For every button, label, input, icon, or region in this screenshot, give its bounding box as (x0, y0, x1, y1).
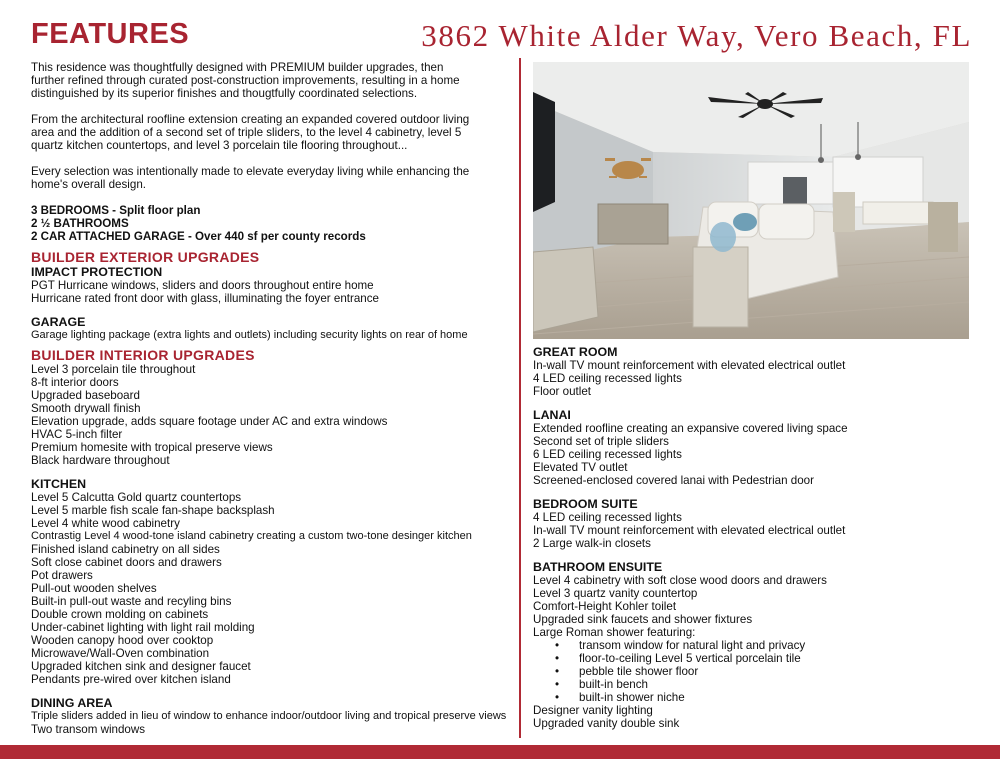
address-heading: 3862 White Alder Way, Vero Beach, FL (421, 18, 972, 53)
section-title: BUILDER EXTERIOR UPGRADES (31, 249, 260, 265)
feature-item: 4 LED ceiling recessed lights (533, 372, 682, 385)
feature-item: Extended roofline creating an expansive covered living space (533, 422, 848, 435)
feature-item: Pull-out wooden shelves (31, 582, 157, 595)
feature-item: Smooth drywall finish (31, 402, 141, 415)
left-column (31, 61, 513, 746)
dining-area-group (31, 696, 513, 736)
feature-item: Black hardware throughout (31, 454, 170, 467)
feature-item: Upgraded kitchen sink and designer faucet (31, 660, 251, 673)
shower-features-list (533, 639, 973, 704)
feature-item: Pot drawers (31, 569, 93, 582)
feature-item: Floor outlet (533, 385, 591, 398)
bullet-item: • built-in shower niche (533, 691, 973, 704)
feature-item: Second set of triple sliders (533, 435, 669, 448)
feature-item: Level 3 quartz vanity countertop (533, 587, 698, 600)
right-column (533, 345, 973, 740)
bathroom-ensuite-group (533, 560, 973, 730)
text-line: distinguished by its superior finishes and thougtfully coordinated selections. (31, 87, 418, 100)
feature-item: Level 4 white wood cabinetry (31, 517, 180, 530)
feature-item: Large Roman shower featuring: (533, 626, 696, 639)
fact-bathrooms: 2 ½ BATHROOMS (31, 217, 129, 230)
feature-item: Level 5 Calcutta Gold quartz countertops (31, 491, 242, 504)
lanai-group (533, 408, 973, 487)
text-line: This residence was thoughtfully designed with PREMIUM builder upgrades, then (31, 61, 444, 74)
text-line: further refined through curated post-construction improvements, resulting in a home (31, 74, 460, 87)
feature-item: Upgraded sink faucets and shower fixtures (533, 613, 753, 626)
feature-item: HVAC 5-inch filter (31, 428, 123, 441)
key-facts (31, 204, 513, 243)
text-line: area and the addition of a second set of triple sliders, to the level 4 cabinetry, level 5 (31, 126, 462, 139)
page-title: FEATURES (31, 18, 190, 50)
feature-item: 2 Large walk-in closets (533, 537, 651, 550)
bedroom-suite-group (533, 497, 973, 550)
feature-item: Triple sliders added in lieu of window to enhance indoor/outdoor living and tropical preserve views (31, 710, 507, 722)
feature-item: Level 5 marble fish scale fan-shape backsplash (31, 504, 275, 517)
feature-item: Built-in pull-out waste and recyling bins (31, 595, 232, 608)
feature-item: Finished island cabinetry on all sides (31, 543, 220, 556)
feature-item: Elevation upgrade, adds square footage under AC and extra windows (31, 415, 388, 428)
great-room-photo (533, 62, 969, 339)
group-title: KITCHEN (31, 477, 87, 491)
feature-item: 4 LED ceiling recessed lights (533, 511, 682, 524)
text-line: quartz kitchen countertops, and level 3 porcelain tile flooring throughout... (31, 139, 408, 152)
group-title: LANAI (533, 408, 571, 422)
feature-item: 8-ft interior doors (31, 376, 119, 389)
feature-item: In-wall TV mount reinforcement with elevated electrical outlet (533, 359, 846, 372)
feature-item: Hurricane rated front door with glass, illuminating the foyer entrance (31, 292, 379, 305)
interior-section (31, 348, 513, 736)
text-line: Every selection was intentionally made to elevate everyday living while enhancing the (31, 165, 470, 178)
group-title: GREAT ROOM (533, 345, 618, 359)
feature-item: Comfort-Height Kohler toilet (533, 600, 677, 613)
feature-item: Two transom windows (31, 723, 146, 736)
text-line: home's overall design. (31, 178, 146, 191)
garage-group (31, 315, 513, 342)
feature-item: PGT Hurricane windows, sliders and doors throughout entire home (31, 279, 374, 292)
feature-item: Contrastig Level 4 wood-tone island cabinetry creating a custom two-tone desinger kitchen (31, 530, 472, 542)
great-room-illustration (533, 62, 969, 339)
feature-item: Wooden canopy hood over cooktop (31, 634, 214, 647)
bullet-item: • pebble tile shower floor (533, 665, 973, 678)
group-title: IMPACT PROTECTION (31, 265, 163, 279)
group-title: BATHROOM ENSUITE (533, 560, 663, 574)
feature-item: Pendants pre-wired over kitchen island (31, 673, 231, 686)
feature-item: Elevated TV outlet (533, 461, 628, 474)
group-title: BEDROOM SUITE (533, 497, 638, 511)
intro-paragraph (31, 61, 513, 100)
exterior-section (31, 250, 513, 342)
bullet-item: • transom window for natural light and privacy (533, 639, 973, 652)
bullet-item: • built-in bench (533, 678, 973, 691)
feature-item: 6 LED ceiling recessed lights (533, 448, 682, 461)
feature-item: Upgraded baseboard (31, 389, 140, 402)
great-room-group (533, 345, 973, 398)
intro-paragraph (31, 165, 513, 191)
feature-item: In-wall TV mount reinforcement with elevated electrical outlet (533, 524, 846, 537)
feature-item: Soft close cabinet doors and drawers (31, 556, 222, 569)
feature-item: Premium homesite with tropical preserve views (31, 441, 273, 454)
column-divider (519, 58, 521, 738)
feature-item: Double crown molding on cabinets (31, 608, 209, 621)
feature-item: Garage lighting package (extra lights and outlets) including security lights on rear of home (31, 329, 468, 341)
intro-paragraph (31, 113, 513, 152)
group-title: DINING AREA (31, 696, 113, 710)
impact-protection-group (31, 265, 513, 305)
feature-item: Level 3 porcelain tile throughout (31, 363, 196, 376)
footer-bar (0, 745, 1000, 759)
kitchen-group (31, 477, 513, 686)
bullet-item: • floor-to-ceiling Level 5 vertical porcelain tile (533, 652, 973, 665)
feature-item: Screened-enclosed covered lanai with Pedestrian door (533, 474, 814, 487)
fact-bedrooms: 3 BEDROOMS - Split floor plan (31, 204, 201, 217)
group-title: GARAGE (31, 315, 86, 329)
feature-item: Microwave/Wall-Oven combination (31, 647, 210, 660)
feature-item: Upgraded vanity double sink (533, 717, 680, 730)
feature-item: Designer vanity lighting (533, 704, 653, 717)
fact-garage: 2 CAR ATTACHED GARAGE - Over 440 sf per county records (31, 230, 366, 243)
interior-general-group (31, 363, 513, 467)
feature-item: Level 4 cabinetry with soft close wood doors and drawers (533, 574, 827, 587)
section-title: BUILDER INTERIOR UPGRADES (31, 347, 255, 363)
intro (31, 61, 513, 191)
text-line: From the architectural roofline extension creating an expanded covered outdoor living (31, 113, 470, 126)
feature-item: Under-cabinet lighting with light rail molding (31, 621, 255, 634)
